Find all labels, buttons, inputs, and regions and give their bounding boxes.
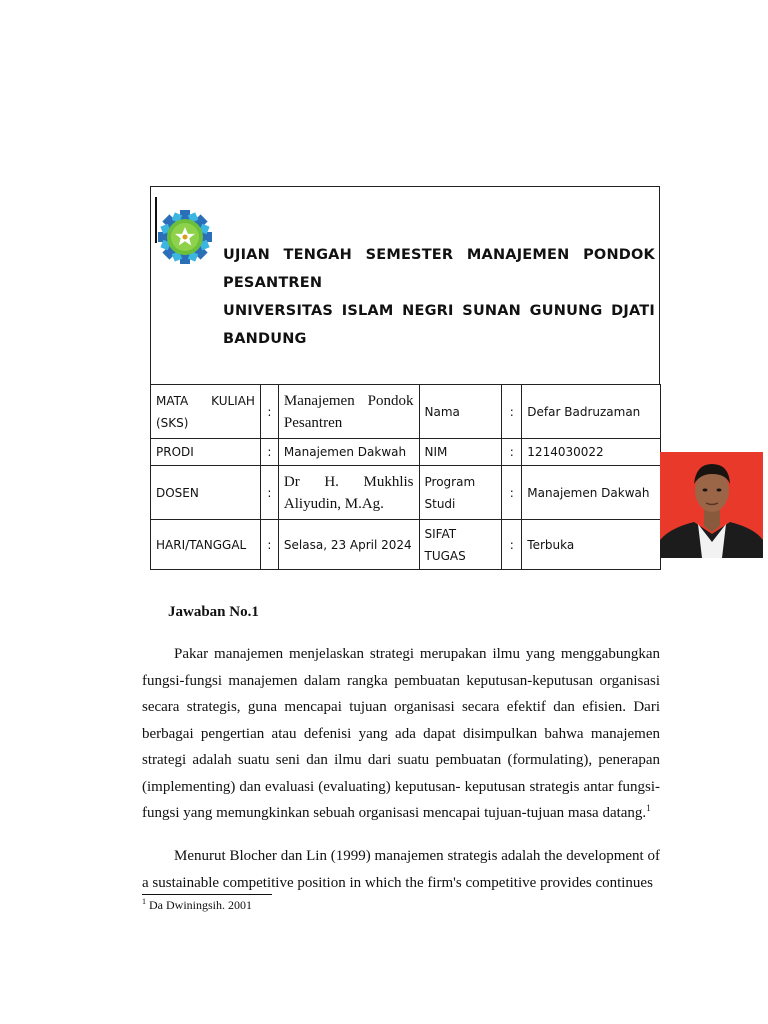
value-prodi: Manajemen Dakwah xyxy=(278,439,419,466)
exam-header-box xyxy=(150,186,660,384)
colon: : xyxy=(502,385,522,439)
exam-title xyxy=(223,241,655,353)
footnote xyxy=(142,898,252,913)
label-nim: NIM xyxy=(419,439,502,466)
student-portrait-photo xyxy=(660,452,763,558)
value-program-studi: Manajemen Dakwah xyxy=(522,466,661,520)
colon: : xyxy=(502,520,522,570)
exam-info-table xyxy=(150,384,661,570)
footnote-number: 1 xyxy=(142,897,146,906)
label-prodi: PRODI xyxy=(151,439,261,466)
label-dosen: DOSEN xyxy=(151,466,261,520)
value-hari-tanggal: Selasa, 23 April 2024 xyxy=(278,520,419,570)
title-line: UJIAN TENGAH SEMESTER MANAJEMEN PONDOK xyxy=(223,247,655,263)
colon: : xyxy=(260,466,278,520)
answer-paragraph xyxy=(142,843,660,896)
value-mata-kuliah: Manajemen Pondok Pesantren xyxy=(278,385,419,439)
title-line: BANDUNG xyxy=(223,331,307,347)
footnote-text: Da Dwiningsih. 2001 xyxy=(149,898,252,912)
value-dosen: Dr H. Mukhlis Aliyudin, M.Ag. xyxy=(278,466,419,520)
value-nama: Defar Badruzaman xyxy=(522,385,661,439)
table-row xyxy=(151,385,661,439)
table-row xyxy=(151,439,661,466)
table-row xyxy=(151,520,661,570)
table-row xyxy=(151,466,661,520)
label-hari-tanggal: HARI/TANGGAL xyxy=(151,520,261,570)
value-sifat-tugas: Terbuka xyxy=(522,520,661,570)
answer-heading: Jawaban No.1 xyxy=(168,604,259,620)
label-mata-kuliah: MATA KULIAH (SKS) xyxy=(151,385,261,439)
title-line: UNIVERSITAS ISLAM NEGRI SUNAN GUNUNG DJATI xyxy=(223,303,655,319)
value-nim: 1214030022 xyxy=(522,439,661,466)
title-line: PESANTREN xyxy=(223,275,323,291)
colon: : xyxy=(260,385,278,439)
label-program-studi: Program Studi xyxy=(419,466,502,520)
colon: : xyxy=(260,520,278,570)
university-star-logo-icon xyxy=(157,209,213,265)
colon: : xyxy=(502,439,522,466)
footnote-separator xyxy=(142,894,272,895)
paragraph-text: Menurut Blocher dan Lin (1999) manajemen strategis adalah the development of a sustainable competitive position in which the firm's competitive provides continues xyxy=(142,848,660,891)
paragraph-text: Pakar manajemen menjelaskan strategi merupakan ilmu yang menggabungkan fungsi-fungsi manajemen dalam rangka pembuatan keputusan-keputusan organisasi secara strategis, guna mencapai tujuan organisasi secara efektif dan efisien. Dari berbagai pengertian atau defenisi yang ada dapat disimpulkan bahwa manajemen strategi adalah suatu seni dan ilmu dari suatu pembuatan (formulating), penerapan (implementing) dan evaluasi (evaluating) keputusan- keputusan strategis antar fungsi-fungsi yang memungkinkan sebuah organisasi mencapai tujuan-tujuan masa datang. xyxy=(142,646,660,821)
label-sifat-tugas: SIFAT TUGAS xyxy=(419,520,502,570)
label-nama: Nama xyxy=(419,385,502,439)
colon: : xyxy=(502,466,522,520)
colon: : xyxy=(260,439,278,466)
footnote-reference: 1 xyxy=(646,803,651,813)
answer-paragraph xyxy=(142,641,660,827)
